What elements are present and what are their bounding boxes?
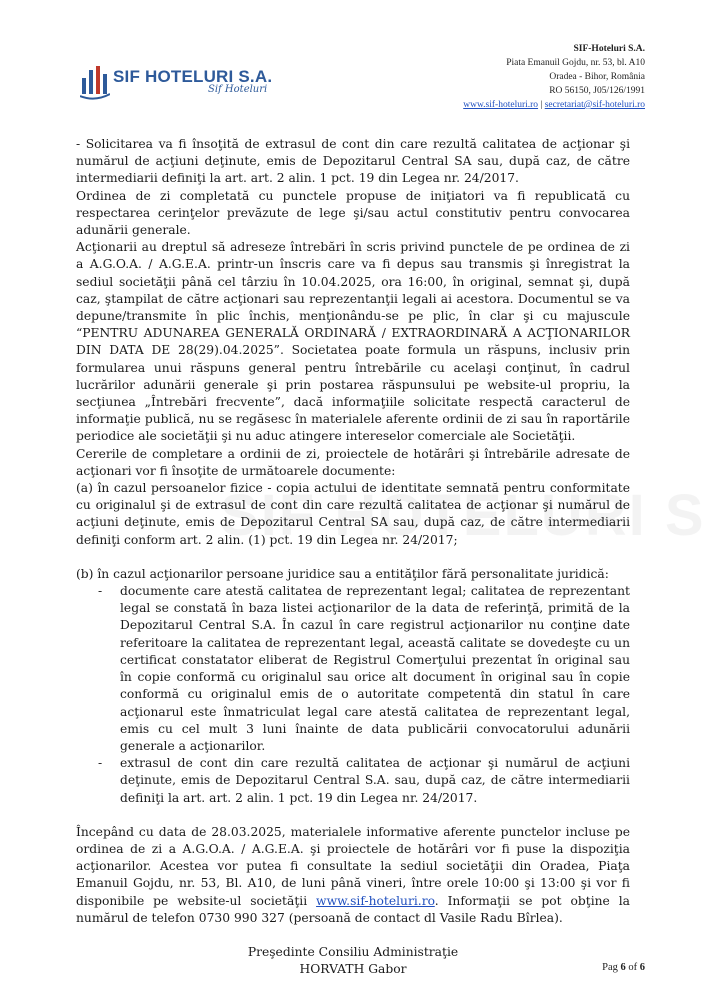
signature-block — [76, 944, 630, 978]
list-item-text: extrasul de cont din care rezultă calitatea de acţionar şi numărul de acţiuni deţinute, emis de Depozitarul Central S.A. sau, după caz, de către intermediarii definiţi la art. art. 2 alin. 1 pct. 19 din Legea nr. 24/2017. — [120, 756, 630, 805]
logo-bars-icon — [80, 64, 110, 100]
materials-text: Începând cu data de 28.03.2025, materialele informative aferente punctelor incluse pe ordinea de zi a A.G.O.A. / A.G.E.A. şi proiectele de hotărâri vor fi puse la dispoziţia acţionarilor. Acestea vor putea fi consultate la sediul societăţii din Oradea, Piaţa Emanuil Gojdu, nr. 53, Bl. A10, de luni până vineri, între orele 10:00 şi 13:00 şi vor fi disponibile pe website-ul societăţii — [76, 824, 630, 908]
website-link[interactable]: www.sif-hoteluri.ro — [463, 100, 539, 110]
page-total: 6 — [639, 962, 645, 973]
list-marker: - — [98, 584, 103, 599]
signature-name: HORVATH Gabor — [299, 962, 407, 977]
company-registration: RO 56150, J05/126/1991 — [549, 86, 645, 96]
legal-persons-list — [76, 583, 630, 807]
paragraph-request: - Solicitarea va fi însoţită de extrasul de cont din care rezultă calitatea de acţionar şi numărul de acţiuni deţinute, emis de Depozitarul Central SA sau, după caz, de către intermediarii definiţi la art. art. 2 alin. 1 pct. 19 din Legea nr. 24/2017. — [76, 137, 630, 186]
paragraph-natural-persons: (a) în cazul persoanelor fizice - copia actului de identitate semnată pentru conformitate cu originalul şi de extrasul de cont din care rezultă calitatea de acţionar şi numărul de acţiuni deţinute, emis de Depozitarul Central SA sau, după caz, de către intermediarii definiţi conform art. 2 alin. (1) pct. 19 din Legea nr. 24/2017; — [76, 481, 630, 547]
paragraph-documents: Cererile de completare a ordinii de zi, proiectele de hotărâri şi întrebările adresate de acţionari vor fi însoţite de următoarele documente: — [76, 446, 630, 478]
company-contacts — [463, 98, 645, 112]
company-logo — [80, 64, 273, 104]
paragraph-agenda: Ordinea de zi completată cu punctele propuse de iniţiatori va fi republicată cu respectarea cerinţelor prevăzute de lege şi/sau actul constitutiv pentru convocarea adunării generale. — [76, 188, 630, 238]
paragraph-materials — [76, 824, 630, 927]
materials-text-end: . Informaţii se pot obţine la numărul de telefon 0730 990 327 (persoană de contact dl Vasile Radu Bîrlea). — [76, 893, 630, 925]
paragraph-legal-persons: (b) în cazul acţionarilor persoane juridice sau a entităţilor fără personalitate juridică: — [76, 566, 609, 581]
company-address: Piata Emanuil Gojdu, nr. 53, bl. A10 — [506, 58, 645, 68]
signature-title: Preşedinte Consiliu Administraţie — [247, 944, 459, 959]
document-body — [76, 136, 630, 978]
company-info — [463, 42, 645, 112]
email-link[interactable]: secretariat@sif-hoteluri.ro — [544, 100, 645, 110]
company-name: SIF-Hoteluri S.A. — [573, 44, 645, 54]
contact-separator: | — [540, 100, 543, 110]
materials-website-link[interactable]: www.sif-hoteluri.ro — [316, 893, 435, 908]
list-item — [76, 583, 630, 755]
company-city: Oradea - Bihor, România — [549, 72, 645, 82]
list-marker: - — [98, 756, 103, 771]
paragraph-questions: Acţionarii au dreptul să adreseze întrebări în scris privind punctele de pe ordinea de zi a A.G.O.A. / A.G.E.A. printr-un înscris care va fi depus sau transmis şi înregistrat la sediul societăţii până cel târziu în 10.04.2025, ora 16:00, în original, semnat şi, după caz, ştampilat de către acţionari sau reprezentanţii legali ai acestora. Documentul se va depune/transmite în plic închis, menţionându-se pe plic, în clar şi cu majuscule “PENTRU ADUNAREA GENERALĂ ORDINARĂ / EXTRAORDINARĂ A ACŢIONARILOR DIN DATA DE 28(29).04.2025”. Societatea poate formula un răspuns, inclusiv prin formularea unui răspuns general pentru întrebările cu acelaşi conţinut, în cadrul lucrărilor adunării generale şi prin postarea răspunsului pe website-ul propriu, la secţiunea „Întrebări frecvente”, dacă informaţiile solicitate respectă caracterul de informaţie publică, nu se regăsesc în materialele aferente ordinii de zi sau în raportările periodice ale societăţii şi nu aduc atingere intereselor comerciale ale Societăţii. — [76, 240, 630, 444]
page-current: 6 — [620, 962, 626, 973]
logo-text: SIF HOTELURI S.A. — [113, 67, 273, 86]
list-item-text: documente care atestă calitatea de reprezentant legal; calitatea de reprezentant legal se constată în baza listei acţionarilor de la data de referinţă, primită de la Depozitarul Central S.A. În cazul în care registrul acţionarilor nu conţine date referitoare la calitatea de reprezentant legal, această calitate se dovedeşte cu un certificat constatator eliberat de Registrul Comerţului prezentat în original sau în copie conformă cu originalul sau orice alt document în original sau în copie conformă cu originalul emis de o autoritate competentă din statul în care acţionarul este înmatriculat legal care atestă calitatea de reprezentant legal, emis cu cel mult 3 luni înainte de data publicării convocatorului adunării generale a acţionarilor. — [120, 584, 630, 753]
page-number — [602, 962, 645, 973]
page-of: of — [628, 962, 638, 973]
logo-signature: Sif Hoteluri — [208, 84, 268, 95]
list-item — [76, 755, 630, 807]
page-label: Pag — [602, 962, 618, 973]
